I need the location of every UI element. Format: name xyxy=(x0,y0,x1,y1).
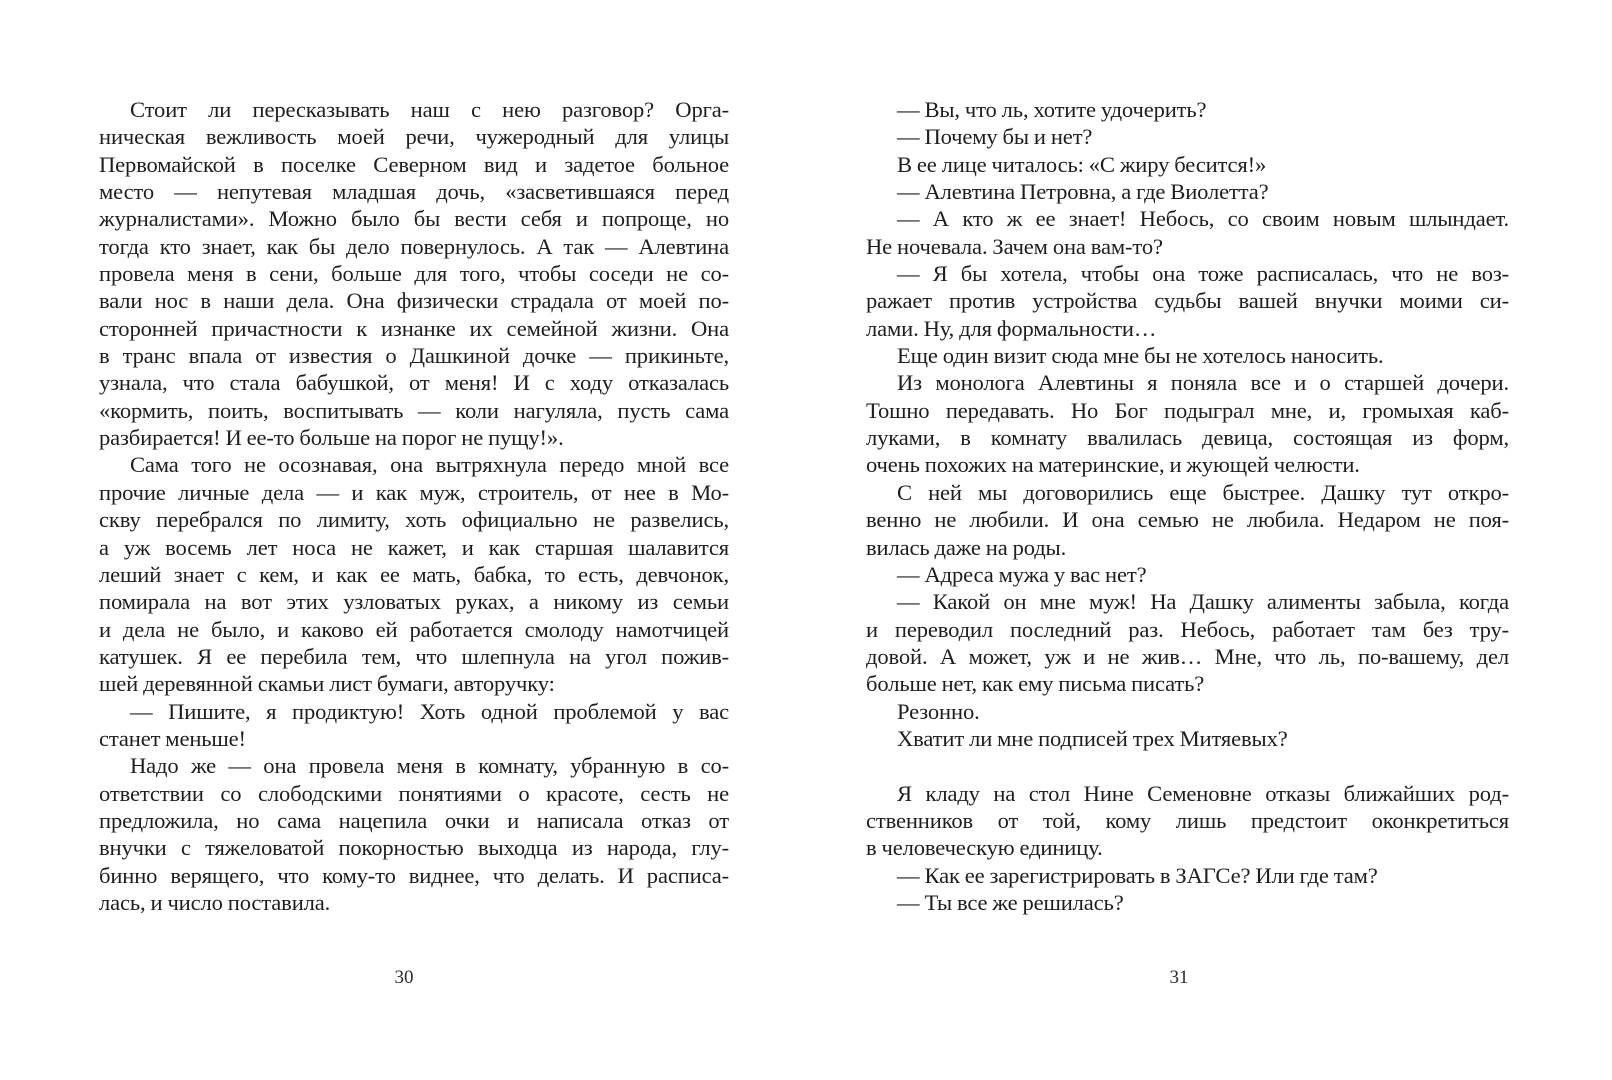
text-line: ответствии со слободскими понятиями о красоте, сесть не xyxy=(99,780,729,806)
text-line: довой. А может, уж и не жив… Мне, что ль, по-вашему, дел xyxy=(866,643,1509,669)
text-line: место — непутевая младшая дочь, «засветившаяся перед xyxy=(99,179,729,205)
text-line: скву перебрался по лимиту, хоть официально не развелись, xyxy=(99,507,729,533)
text-line: шей деревянной скамьи лист бумаги, авторучку: xyxy=(99,671,555,697)
text-line: лась, и число поставила. xyxy=(99,889,331,915)
text-line: разбирается! И ее-то больше на порог не пущу!». xyxy=(99,425,564,451)
text-line: — Как ее зарегистрировать в ЗАГСе? Или где там? xyxy=(897,862,1378,888)
page-number-right: 31 xyxy=(1169,967,1189,988)
text-line: ственников от той, кому лишь предстоит оконкретиться xyxy=(866,807,1509,833)
right-page-text xyxy=(866,96,1509,916)
text-line: Еще один визит сюда мне бы не хотелось наносить. xyxy=(897,343,1384,369)
right-page xyxy=(806,0,1612,1080)
text-line: — Почему бы и нет? xyxy=(897,124,1093,150)
text-line: В ее лице читалось: «С жиру бесится!» xyxy=(897,151,1267,177)
text-line: — Ты все же решилась? xyxy=(897,889,1124,915)
text-line: в человеческую единицу. xyxy=(866,835,1103,861)
text-line: Сама того не осознавая, она вытряхнула передо мной все xyxy=(130,452,729,478)
text-line: леший знает с кем, и как ее мать, бабка, то есть, девчонок, xyxy=(99,561,729,587)
page-number-left: 30 xyxy=(394,967,414,988)
text-line: — Вы, что ль, хотите удочерить? xyxy=(897,97,1207,122)
text-line: вилась даже на роды. xyxy=(866,534,1067,560)
text-line: ражает против устройства судьбы вашей внучки моими си- xyxy=(866,288,1509,314)
text-line: очень похожих на материнские, и жующей челюсти. xyxy=(866,452,1360,478)
text-line: — Какой он мне муж! На Дашку алименты забыла, когда xyxy=(897,589,1509,615)
text-line: сторонней причастности к изнанке их семейной жизни. Она xyxy=(99,315,729,341)
text-line: в транс впала от известия о Дашкиной дочке — прикиньте, xyxy=(99,343,729,369)
text-line: узнала, что стала бабушкой, от меня! И с ходу отказалась xyxy=(99,370,729,396)
text-line: — Пишите, я продиктую! Хоть одной проблемой у вас xyxy=(130,698,729,724)
text-line: — Я бы хотела, чтобы она тоже расписалась, что не воз- xyxy=(897,261,1509,287)
text-line: лами. Ну, для формальности… xyxy=(866,315,1157,341)
text-line: Стоит ли пересказывать наш с нею разговор? Орга- xyxy=(130,97,729,122)
text-line: Хватит ли мне подписей трех Митяевых? xyxy=(897,725,1288,751)
text-line: помирала на вот этих узловатых руках, а никому из семьи xyxy=(99,589,729,615)
text-line: внучки с тяжеловатой покорностью выходца из народа, глу- xyxy=(99,835,729,861)
text-line: журналистами». Можно было бы вести себя и попроще, но xyxy=(99,206,729,232)
text-line: а уж восемь лет носа не кажет, и как старшая шалавится xyxy=(99,534,729,560)
text-line: Я кладу на стол Нине Семеновне отказы ближайших род- xyxy=(897,780,1509,806)
text-line: катушек. Я ее перебила тем, что шлепнула на угол пожив- xyxy=(99,643,729,669)
text-line: вали нос в наши дела. Она физически страдала от моей по- xyxy=(99,288,729,314)
text-line: и дела не было, и каково ей работается смолоду намотчицей xyxy=(99,616,729,642)
left-page-text xyxy=(99,96,729,916)
text-line: Резонно. xyxy=(897,698,980,724)
text-line: — Алевтина Петровна, а где Виолетта? xyxy=(897,179,1269,205)
text-line: Тошно передавать. Но Бог подыграл мне, и, громыхая каб- xyxy=(866,397,1509,423)
text-line: и переводил последний раз. Небось, работает там без тру- xyxy=(866,616,1509,642)
text-line: луками, в комнату ввалилась девица, состоящая из форм, xyxy=(866,425,1509,451)
text-line: — Адреса мужа у вас нет? xyxy=(897,561,1147,587)
text-line: тогда кто знает, как бы дело повернулось. А так — Алевтина xyxy=(99,233,729,259)
text-line: бинно верящего, что кому-то виднее, что делать. И расписа- xyxy=(99,862,729,888)
text-line: «кормить, поить, воспитывать — коли нагуляла, пусть сама xyxy=(99,397,729,423)
text-line: Первомайской в поселке Северном вид и задетое больное xyxy=(99,151,729,177)
text-line: прочие личные дела — и как муж, строитель, от нее в Мо- xyxy=(99,479,729,505)
text-line: Не ночевала. Зачем она вам-то? xyxy=(866,233,1163,259)
text-line: Из монолога Алевтины я поняла все и о старшей дочери. xyxy=(897,370,1509,396)
text-line: станет меньше! xyxy=(99,725,246,751)
text-line: ническая вежливость моей речи, чужеродный для улицы xyxy=(99,124,729,150)
blank-line xyxy=(866,752,1509,779)
text-line: — А кто ж ее знает! Небось, со своим новым шлындает. xyxy=(897,206,1509,232)
text-line: предложила, но сама нацепила очки и написала отказ от xyxy=(99,807,729,833)
text-line: Надо же — она провела меня в комнату, убранную в со- xyxy=(130,753,729,779)
text-line: провела меня в сени, больше для того, чтобы соседи не со- xyxy=(99,261,729,287)
text-line: венно не любили. И она семью не любила. Недаром не поя- xyxy=(866,507,1509,533)
text-line: больше нет, как ему письма писать? xyxy=(866,671,1205,697)
text-line: С ней мы договорились еще быстрее. Дашку тут откро- xyxy=(897,479,1509,505)
